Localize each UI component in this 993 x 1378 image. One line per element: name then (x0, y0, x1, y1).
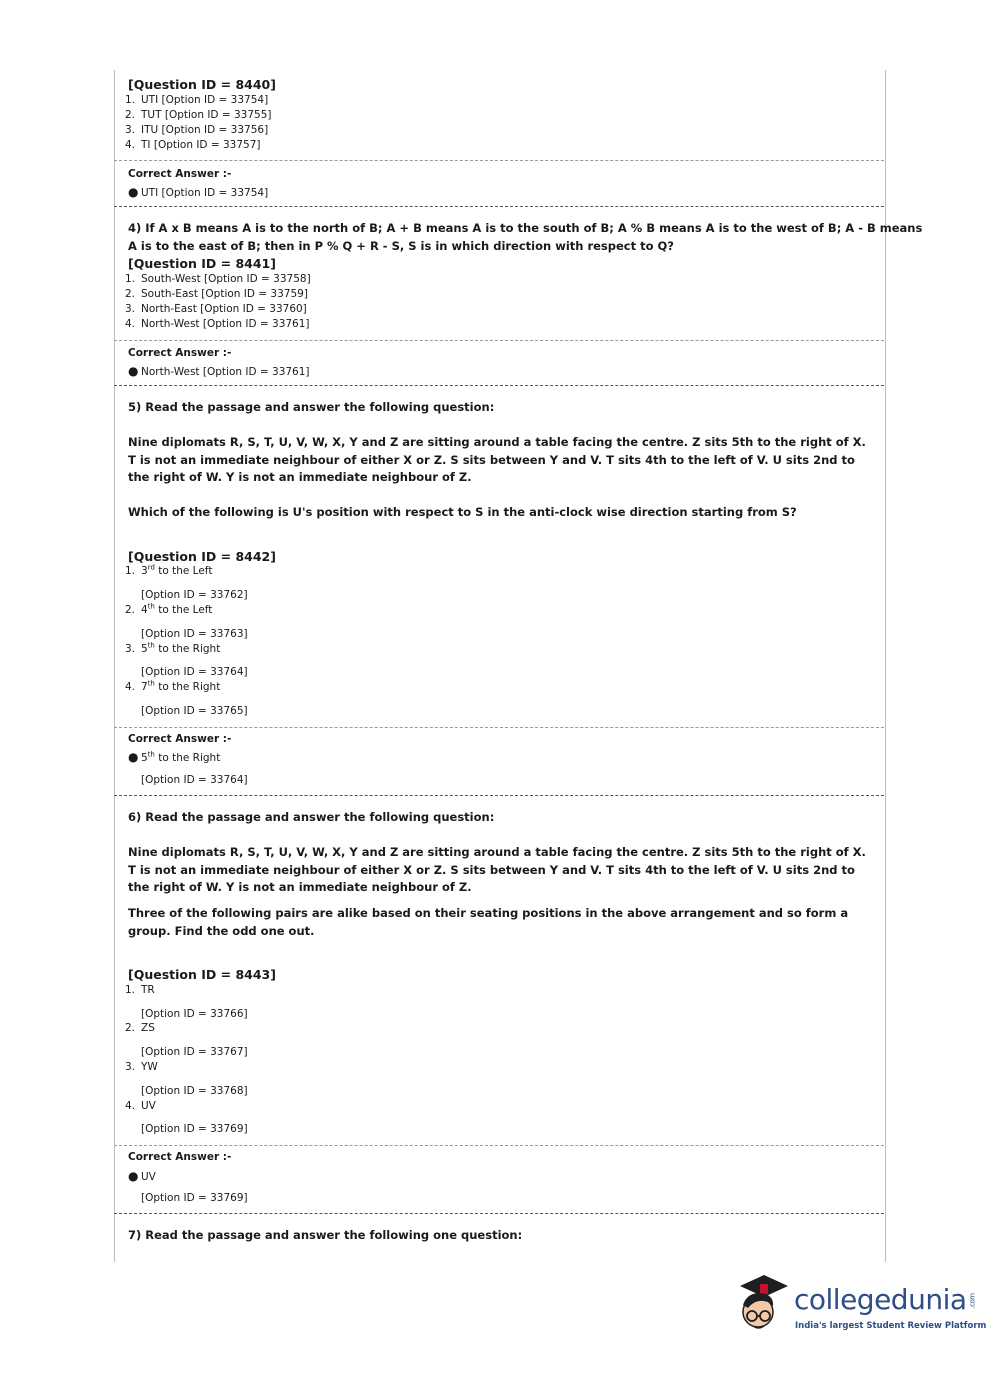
question-separator (114, 795, 884, 796)
option-id: [Option ID = 33766] (141, 1008, 248, 1020)
correct-answer: ● UTI [Option ID = 33754] (128, 185, 269, 199)
bullet-icon: ● (128, 364, 139, 378)
question-text: 4) If A x B means A is to the north of B; A + B means A is to the south of B; A % B means A is to the west of B; A - B means (128, 221, 923, 235)
option-item: 2. ZS (125, 1022, 155, 1034)
option-item: 4. 7th to the Right (125, 679, 221, 693)
option-item: 1. South-West [Option ID = 33758] (125, 273, 311, 285)
option-item: 2. South-East [Option ID = 33759] (125, 288, 308, 300)
correct-answer: ● UV (128, 1169, 156, 1183)
option-item: 3. North-East [Option ID = 33760] (125, 303, 307, 315)
divider (114, 1145, 884, 1146)
option-id: [Option ID = 33769] (141, 1192, 248, 1204)
option-id: [Option ID = 33764] (141, 666, 248, 678)
option-id: [Option ID = 33767] (141, 1046, 248, 1058)
option-id: [Option ID = 33768] (141, 1085, 248, 1097)
bullet-icon: ● (128, 1169, 139, 1183)
option-id: [Option ID = 33765] (141, 705, 248, 717)
question-heading: 5) Read the passage and answer the following question: (128, 400, 495, 414)
option-item: 4. UV (125, 1100, 156, 1112)
option-item: 3. ITU [Option ID = 33756] (125, 124, 269, 136)
divider (114, 340, 884, 341)
correct-answer-label: Correct Answer :- (128, 168, 232, 180)
option-item: 4. North-West [Option ID = 33761] (125, 318, 310, 330)
brand-name: collegedunia .com (794, 1283, 977, 1316)
question-id: [Question ID = 8442] (128, 549, 276, 564)
question-heading: 6) Read the passage and answer the following question: (128, 810, 495, 824)
option-id: [Option ID = 33762] (141, 589, 248, 601)
correct-answer: ● 5th to the Right (128, 750, 221, 764)
option-id: [Option ID = 33764] (141, 774, 248, 786)
option-item: 3. YW (125, 1061, 158, 1073)
option-item: 3. 5th to the Right (125, 641, 221, 655)
question-text: A is to the east of B; then in P % Q + R - S, S is in which direction with respect to Q? (128, 239, 674, 253)
correct-answer: ● North-West [Option ID = 33761] (128, 364, 310, 378)
brand-tagline: India's largest Student Review Platform (795, 1321, 987, 1331)
bullet-icon: ● (128, 750, 139, 764)
correct-answer-label: Correct Answer :- (128, 1151, 232, 1163)
passage: Nine diplomats R, S, T, U, V, W, X, Y and Z are sitting around a table facing the centre. Z sits 5th to the right of X. T is not an immediate neighbour of either X or Z. S sits between Y and V. T sits 4th to the left of V. U sits 2nd to the right of W. Y is not an immediate neighbour of Z. (128, 435, 866, 484)
option-item: 2. TUT [Option ID = 33755] (125, 109, 272, 121)
question-separator (114, 1213, 884, 1214)
question-heading: 7) Read the passage and answer the following one question: (128, 1228, 523, 1242)
option-id: [Option ID = 33769] (141, 1123, 248, 1135)
option-item: 4. TI [Option ID = 33757] (125, 139, 261, 151)
question-id: [Question ID = 8443] (128, 967, 276, 982)
question-separator (114, 385, 884, 386)
divider (114, 727, 884, 728)
passage: Nine diplomats R, S, T, U, V, W, X, Y and Z are sitting around a table facing the centre. Z sits 5th to the right of X. T is not an immediate neighbour of either X or Z. S sits between Y and V. T sits 4th to the left of V. U sits 2nd to the right of W. Y is not an immediate neighbour of Z. (128, 845, 866, 894)
bullet-icon: ● (128, 185, 139, 199)
option-item: 1. UTI [Option ID = 33754] (125, 94, 269, 106)
divider (114, 160, 884, 161)
option-id: [Option ID = 33763] (141, 628, 248, 640)
question-id: [Question ID = 8441] (128, 256, 276, 271)
question-text: Three of the following pairs are alike based on their seating positions in the above arrangement and so form a group. Find the odd one out. (128, 906, 849, 938)
correct-answer-label: Correct Answer :- (128, 347, 232, 359)
correct-answer-label: Correct Answer :- (128, 733, 232, 745)
option-item: 1. 3rd to the Left (125, 563, 213, 577)
option-item: 2. 4th to the Left (125, 602, 213, 616)
question-separator (114, 206, 884, 207)
question-text: Which of the following is U's position with respect to S in the anti-clock wise direction starting from S? (128, 505, 797, 519)
option-item: 1. TR (125, 984, 155, 996)
question-id: [Question ID = 8440] (128, 77, 276, 92)
